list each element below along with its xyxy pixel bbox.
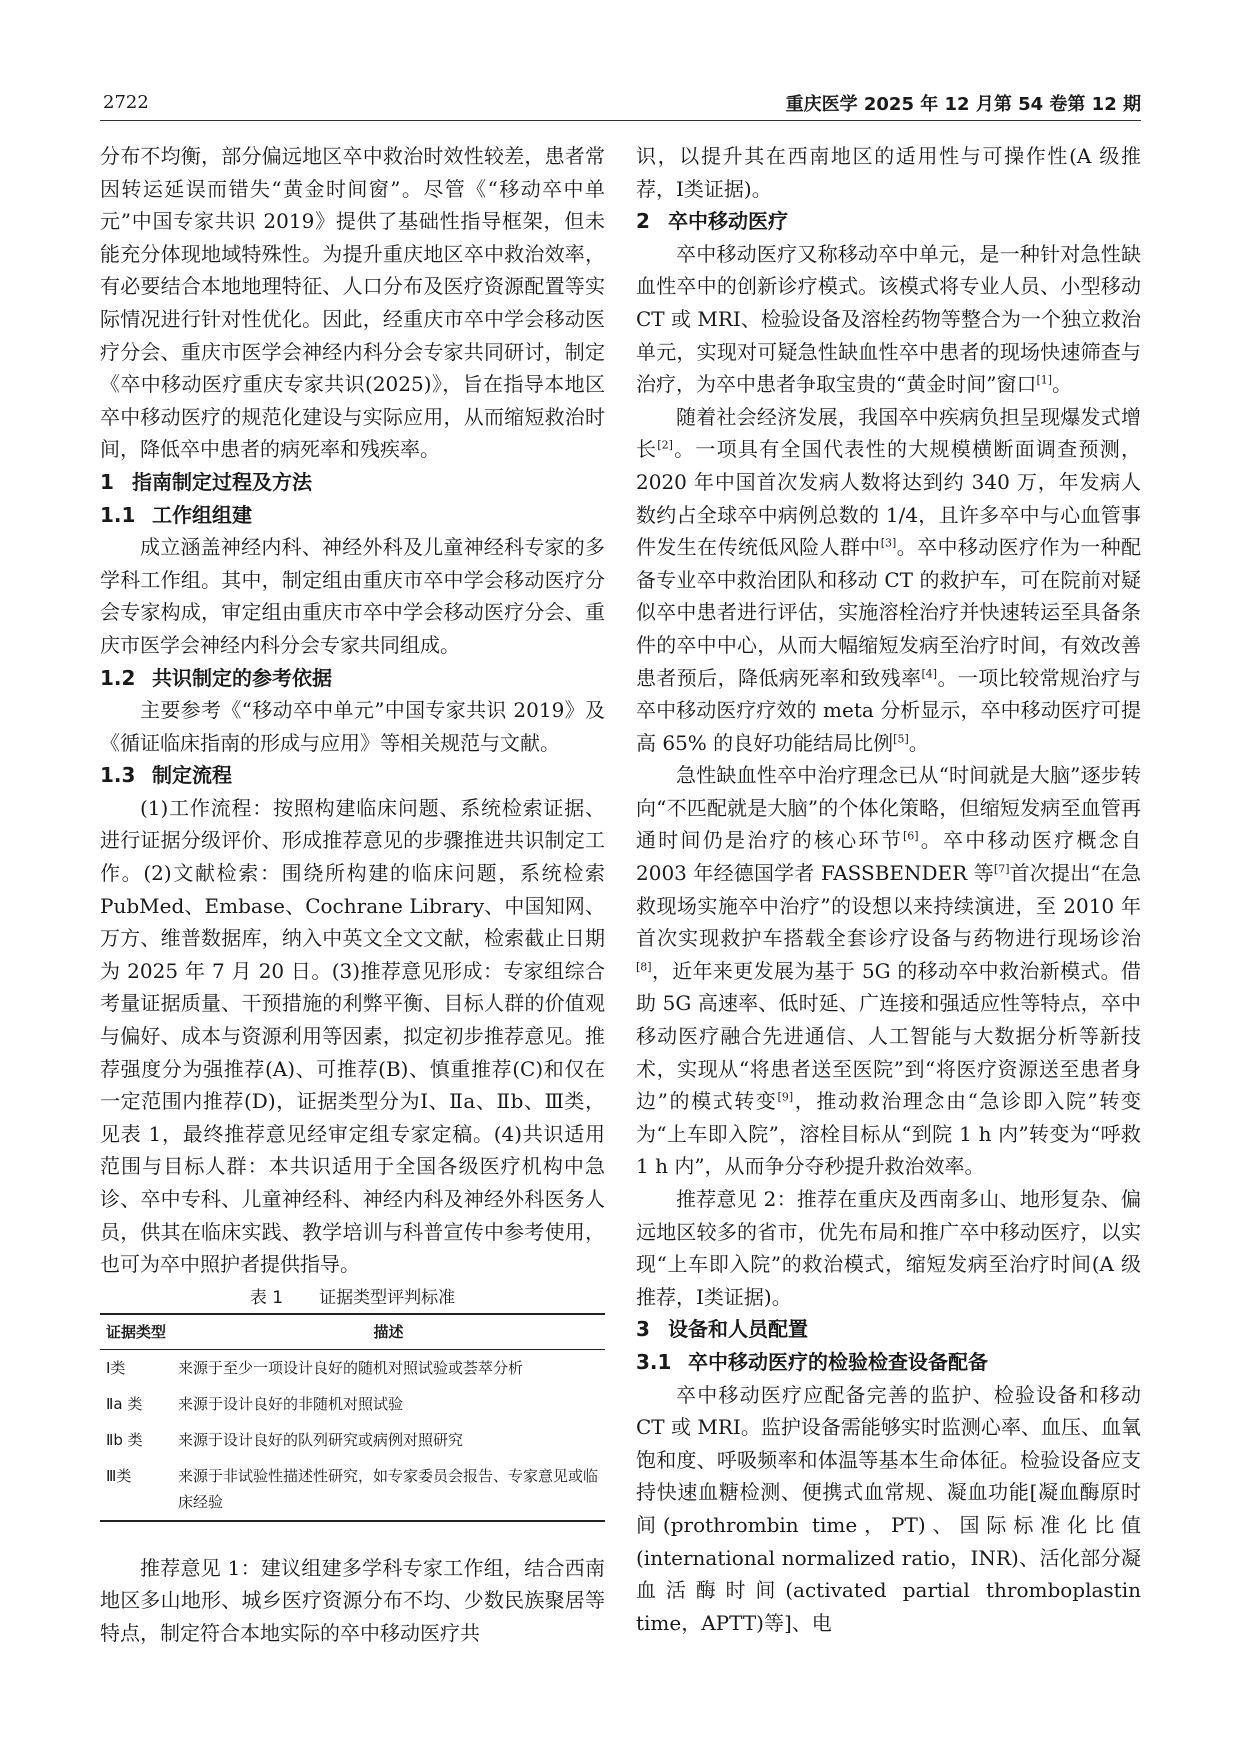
ref-4: [4] — [921, 666, 938, 680]
paragraph-intro-cont: 分布不均衡，部分偏远地区卒中救治时效性较差，患者常因转运延误而错失“黄金时间窗”。尽管《“移动卒中单元”中国专家共识 2019》提供了基础性指导框架，但未能充分体现地域特殊性。为提升重庆地区卒中救治效率，有必要结合本地地理特征、人口分布及医疗资源配置等实际情况进行针对性优化。因此，经重庆市卒中学会移动医疗分会、重庆市医学会神经内科分会专家共同研讨，制定《卒中移动医疗重庆专家共识(2025)》，旨在指导本地区卒中移动医疗的规范化建设与实际应用，从而缩短救治时间，降低卒中患者的病死率和残疾率。 — [100, 144, 605, 462]
paragraph-3-1: 卒中移动医疗应配备完善的监护、检验设备和移动 CT 或 MRI。监护设备需能够实时监测心率、血压、血氧饱和度、呼吸频率和体温等基本生命体征。检验设备应支持快速血糖检测、便携式血常规、凝血功能[凝血酶原时间(prothrombin time，PT)、国际标准化比值(international normalized ratio，INR)、活化部分凝血活酶时间(activated partial thromboplastin time，APTT)等]、电 — [636, 1382, 1141, 1635]
paragraph-1-2: 主要参考《“移动卒中单元”中国专家共识 2019》及《循证临床指南的形成与应用》等相关规范与文献。 — [100, 698, 605, 755]
table-header-type: 证据类型 — [106, 1322, 167, 1341]
paragraph-1-3: (1)工作流程：按照构建临床问题、系统检索证据、进行证据分级评价、形成推荐意见的步骤推进共识制定工作。(2)文献检索：围绕所构建的临床问题，系统检索 PubMed、Embase、Cochrane Library、中国知网、万方、维普数据库，纳入中英文全文文献，检索截止日期为 2025 年 7 月 20 日。(3)推荐意见形成：专家组综合考量证据质量、干预措施的利弊平衡、目标人群的价值观与偏好、成本与资源利用等因素，拟定初步推荐意见。推荐强度分为强推荐(A)、可推荐(B)、慎重推荐(C)和仅在一定范围内推荐(D)，证据类型分为Ⅰ、Ⅱa、Ⅱb、Ⅲ类，见表 1，最终推荐意见经审定组专家定稿。(4)共识适用范围与目标人群：本共识适用于全国各级医疗机构中急诊、卒中专科、儿童神经科、神经内科及神经外科医务人员，供其在临床实践、教学培训与科普宣传中参考使用，也可为卒中照护者提供指导。 — [100, 795, 605, 1277]
section-2-heading: 2 卒中移动医疗 — [636, 209, 788, 234]
section-1-1-heading: 1.1 工作组组建 — [100, 502, 252, 527]
ref-1: [1] — [1036, 373, 1053, 387]
ref-5: [5] — [893, 732, 909, 746]
paragraph-2a: 卒中移动医疗又称移动卒中单元，是一种针对急性缺血性卒中的创新诊疗模式。该模式将专业人员、小型移动 CT 或 MRI、检验设备及溶栓药物等整合为一个独立救治单元，实现对可疑急性缺血性卒中患者的现场快速筛查与治疗，为卒中患者争取宝贵的“黄金时间”窗口[1]。 — [636, 241, 1141, 397]
page-number: 2722 — [103, 92, 149, 113]
ref-9: [9] — [777, 1090, 794, 1104]
recommendation-1: 推荐意见 1：建议组建多学科专家工作组，结合西南地区多山地形、城乡医疗资源分布不均、少数民族聚居等特点，制定符合本地实际的卒中移动医疗共 — [100, 1555, 605, 1645]
ref-8: [8] — [636, 960, 652, 974]
section-1-heading: 1 指南制定过程及方法 — [100, 469, 312, 494]
table-row: Ⅱb 类 来源于设计良好的队列研究或病例对照研究 — [106, 1430, 464, 1449]
table-1-caption: 表 1 证据类型评判标准 — [249, 1287, 456, 1308]
section-1-2-heading: 1.2 共识制定的参考依据 — [100, 665, 332, 690]
table-row: Ⅱa 类 来源于设计良好的非随机对照试验 — [106, 1394, 404, 1413]
journal-header: 重庆医学 2025 年 12 月第 54 卷第 12 期 — [785, 94, 1141, 115]
table-row: Ⅰ类 来源于至少一项设计良好的随机对照试验或荟萃分析 — [106, 1358, 524, 1377]
left-column — [100, 140, 605, 1650]
paragraph-2c: 急性缺血性卒中治疗理念已从“时间就是大脑”逐步转向“不匹配就是大脑”的个体化策略，但缩短发病至血管再通时间仍是治疗的核心环节[6]。卒中移动医疗概念自 2003 年经德国学者 FASSBENDER 等[7]首次提出“在急救现场实施卒中治疗”的设想以来持续演进，至 2010 年首次实现救护车搭载全套诊疗设备与药物进行现场诊治[8]，近年来更发展为基于 5G 的移动卒中救治新模式。借助 5G 高速率、低时延、广连接和强适应性等特点，卒中移动医疗融合先进通信、人工智能与大数据分析等新技术，实现从“将患者送至医院”到“将医疗资源送至患者身边”的模式转变[9]，推动救治理念由“急诊即入院”转变为“上车即入院”，溶栓目标从“到院 1 h 内”转变为“呼救 1 h 内”，从而争分夺秒提升救治效率。 — [636, 763, 1142, 1179]
ref-3: [3] — [880, 536, 897, 550]
ref-2: [2] — [657, 438, 673, 452]
section-1-3-heading: 1.3 制定流程 — [100, 763, 232, 788]
table-row: Ⅲ类 来源于非试验性描述性研究，如专家委员会报告、专家意见或临床经验 — [100, 1458, 605, 1521]
section-3-1-heading: 3.1 卒中移动医疗的检验检查设备配备 — [636, 1349, 988, 1374]
ref-6: [6] — [902, 829, 919, 843]
ref-7: [7] — [993, 862, 1010, 876]
recommendation-2: 推荐意见 2：推荐在重庆及西南多山、地形复杂、偏远地区较多的省市，优先布局和推广卒中移动医疗，以实现“上车即入院”的救治模式，缩短发病至治疗时间(A 级推荐，Ⅰ类证据)。 — [636, 1187, 1141, 1309]
table-header-desc: 描述 — [373, 1322, 404, 1341]
paragraph-2b: 随着社会经济发展，我国卒中疾病负担呈现爆发式增长[2]。一项具有全国代表性的大规模横断面调查预测，2020 年中国首次发病人数将达到约 340 万，年发病人数约占全球卒中病例总数的 1/4，且许多卒中与心血管事件发生在传统低风险人群中[3]。卒中移动医疗作为一种配备专业卒中救治团队和移动 CT 的救护车，可在院前对疑似卒中患者进行评估，实施溶栓治疗并快速转运至具备条件的卒中中心，从而大幅缩短发病至治疗时间，有效改善患者预后，降低病死率和致残率[4]。一项比较常规治疗与卒中移动医疗疗效的 meta 分析显示，卒中移动医疗可提高 65% 的良好功能结局比例[5]。 — [636, 404, 1142, 755]
header-rule — [100, 120, 1141, 121]
section-3-heading: 3 设备和人员配置 — [636, 1317, 808, 1342]
right-column — [636, 140, 1141, 1639]
evidence-table — [100, 1313, 605, 1522]
paragraph-1-1: 成立涵盖神经内科、神经外科及儿童神经科专家的多学科工作组。其中，制定组由重庆市卒中学会移动医疗分会专家构成，审定组由重庆市卒中学会移动医疗分会、重庆市医学会神经内科分会专家共同组成。 — [100, 535, 605, 657]
recommendation-1-cont: 识，以提升其在西南地区的适用性与可操作性(A 级推荐，Ⅰ类证据)。 — [636, 144, 1141, 201]
